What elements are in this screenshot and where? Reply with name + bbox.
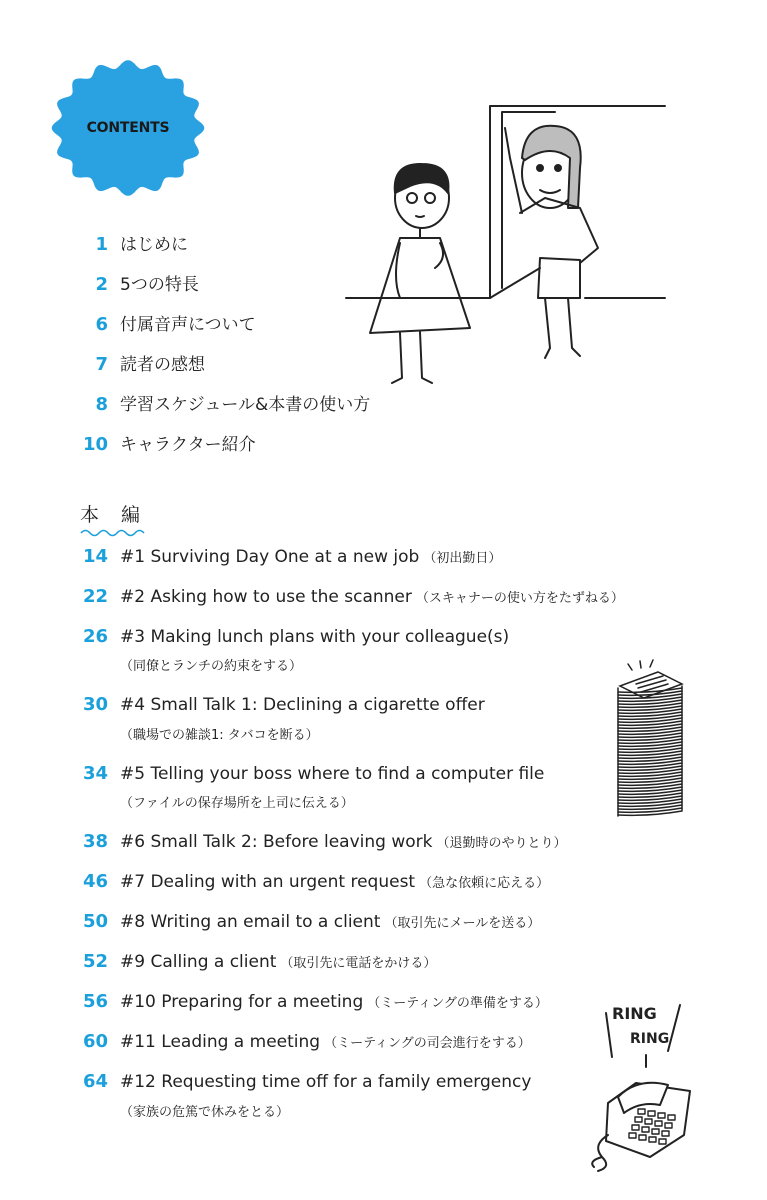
chapter-subtitle-jp: （急な依頼に応える） <box>419 876 550 891</box>
chapter-title: #4 Small Talk 1: Declining a cigarette offer <box>120 695 485 715</box>
chapter-subtitle-jp: （ミーティングの司会進行をする） <box>324 1036 531 1051</box>
chapter-subtitle-jp: （同僚とランチの約束をする） <box>120 659 303 674</box>
chapter-entry[interactable] <box>74 911 540 932</box>
paper-stack-icon <box>608 658 688 823</box>
chapter-entry[interactable] <box>74 763 544 784</box>
chapter-entry[interactable] <box>74 831 566 852</box>
chapter-entry[interactable] <box>74 694 485 715</box>
chapter-subtitle-jp: （ミーティングの準備をする） <box>367 996 548 1011</box>
women-conversation-illustration <box>340 98 670 388</box>
page-number: 38 <box>82 831 108 852</box>
page-number: 8 <box>95 394 108 415</box>
chapter-title: #11 Leading a meeting <box>120 1032 321 1052</box>
entry-title: キャラクター紹介 <box>120 435 256 455</box>
chapter-entry[interactable] <box>74 586 624 607</box>
chapter-entry[interactable] <box>74 991 548 1012</box>
chapter-title: #2 Asking how to use the scanner <box>120 587 412 607</box>
section-heading <box>80 500 148 527</box>
entry-title: 学習スケジュール&本書の使い方 <box>120 395 371 415</box>
page-number: 56 <box>82 991 108 1012</box>
page-number: 46 <box>82 871 108 892</box>
entry-title: 付属音声について <box>120 315 256 335</box>
chapter-entry[interactable] <box>74 871 549 892</box>
chapter-title: #7 Dealing with an urgent request <box>120 872 416 892</box>
page-number: 6 <box>95 314 108 335</box>
chapter-subtitle-jp: （取引先にメールを送る） <box>384 916 541 931</box>
chapter-entry[interactable] <box>74 951 436 972</box>
page-number: 64 <box>82 1071 108 1092</box>
chapter-title: #3 Making lunch plans with your colleague(s) <box>120 627 510 647</box>
chapter-subtitle-jp: （スキャナーの使い方をたずねる） <box>415 591 624 606</box>
chapter-title: #5 Telling your boss where to find a computer file <box>120 764 545 784</box>
ring-text: RING <box>630 1031 670 1047</box>
chapter-title: #1 Surviving Day One at a new job <box>120 547 420 567</box>
chapter-entry[interactable] <box>74 546 501 567</box>
page-number: 52 <box>82 951 108 972</box>
toc-entry[interactable] <box>74 230 188 255</box>
chapter-title: #8 Writing an email to a client <box>120 912 381 932</box>
chapter-entry[interactable] <box>74 626 509 647</box>
ringing-phone-icon <box>588 985 698 1175</box>
page-number: 1 <box>95 234 108 255</box>
chapter-subtitle-jp: （退勤時のやりとり） <box>436 836 567 851</box>
page-number: 10 <box>82 434 108 455</box>
entry-title: 5つの特長 <box>120 275 199 295</box>
chapter-subtitle-jp: （ファイルの保存場所を上司に伝える） <box>120 796 354 811</box>
toc-entry[interactable] <box>74 310 256 335</box>
chapter-subtitle-jp: （職場での雑談1: タバコを断る） <box>120 728 319 743</box>
chapter-title: #9 Calling a client <box>120 952 277 972</box>
chapter-subtitle-jp: （初出勤日） <box>423 551 502 566</box>
page-number: 26 <box>82 626 108 647</box>
wavy-underline <box>80 528 146 538</box>
page-number: 50 <box>82 911 108 932</box>
toc-entry[interactable] <box>74 430 256 455</box>
contents-label: CONTENTS <box>86 120 170 136</box>
section-title: 本 編 <box>80 504 149 526</box>
entry-title: 読者の感想 <box>120 355 205 375</box>
toc-entry[interactable] <box>74 350 205 375</box>
entry-title: はじめに <box>120 235 188 255</box>
page-number: 2 <box>95 274 108 295</box>
page-number: 30 <box>82 694 108 715</box>
page-number: 22 <box>82 586 108 607</box>
page-number: 7 <box>95 354 108 375</box>
chapter-subtitle-jp: （取引先に電話をかける） <box>280 956 437 971</box>
toc-entry[interactable] <box>74 390 370 415</box>
chapter-title: #12 Requesting time off for a family emergency <box>120 1072 532 1092</box>
contents-badge <box>50 58 206 198</box>
chapter-entry[interactable] <box>74 1031 531 1052</box>
chapter-entry[interactable] <box>74 1071 531 1092</box>
page-number: 14 <box>82 546 108 567</box>
page-number: 34 <box>82 763 108 784</box>
chapter-title: #10 Preparing for a meeting <box>120 992 364 1012</box>
chapter-title: #6 Small Talk 2: Before leaving work <box>120 832 433 852</box>
toc-entry[interactable] <box>74 270 199 295</box>
chapter-subtitle-jp: （家族の危篤で休みをとる） <box>120 1105 290 1120</box>
page-number: 60 <box>82 1031 108 1052</box>
ring-text: RING <box>612 1004 657 1023</box>
